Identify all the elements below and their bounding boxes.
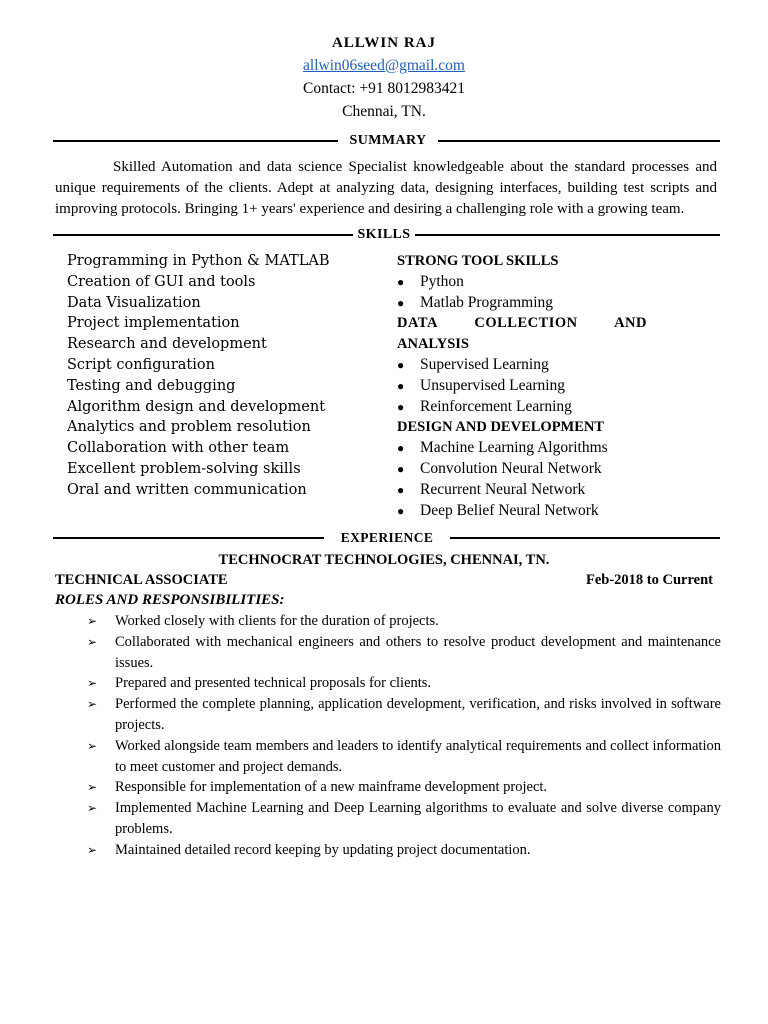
roles-heading: ROLES AND RESPONSIBILITIES: [55, 592, 285, 608]
resume-header [0, 32, 768, 123]
list-item: ➢ Worked alongside team members and leaders to identify analytical requirements and collect information to meet customer and project demands. [87, 737, 721, 775]
bullet-dot-icon: ● [397, 399, 405, 414]
arrow-bullet-icon: ➢ [87, 697, 98, 712]
experience-heading: EXPERIENCE [340, 530, 434, 545]
rule-left [53, 140, 338, 142]
skill-bullet: ● Unsupervised Learning [397, 376, 647, 397]
skill-item: Collaboration with other team [67, 440, 290, 457]
job-title-row [55, 570, 713, 590]
bullet-dot-icon: ● [397, 503, 405, 518]
arrow-bullet-icon: ➢ [87, 738, 98, 753]
list-item: ➢ Worked closely with clients for the duration of projects. [87, 611, 721, 632]
skill-item: Script configuration [67, 356, 215, 373]
summary-text: Skilled Automation and data science Specialist knowledgeable about the standard processes and unique requirements of the clients. Adept at analyzing data, designing interfaces, building test scripts and improving protocols. Bringing 1+ years' experience and desiring a challenging role with a growing team. [55, 159, 717, 217]
location: Chennai, TN. [342, 103, 426, 120]
skills-section-rule [53, 225, 720, 245]
rule-right [450, 537, 720, 539]
skill-bullet: ● Recurrent Neural Network [397, 480, 647, 501]
skill-item: Data Visualization [67, 294, 201, 311]
rule-left [53, 537, 324, 539]
skill-item: Analytics and problem resolution [67, 419, 311, 436]
skill-bullet: ● Machine Learning Algorithms [397, 438, 647, 459]
skill-bullet: ● Supervised Learning [397, 355, 647, 376]
skill-item: Programming in Python & MATLAB [67, 253, 330, 269]
skill-bullet: ● Convolution Neural Network [397, 459, 647, 480]
arrow-bullet-icon: ➢ [87, 801, 98, 816]
skill-bullet: ● Python [397, 272, 647, 293]
bullet-dot-icon: ● [397, 274, 405, 289]
rule-right [438, 140, 720, 142]
arrow-bullet-icon: ➢ [87, 780, 98, 795]
skill-bullet: ● Reinforcement Learning [397, 397, 647, 418]
company-name: TECHNOCRAT TECHNOLOGIES, CHENNAI, TN. [218, 552, 550, 568]
email-link[interactable]: allwin06seed@gmail.com [303, 57, 465, 74]
list-item: ➢ Implemented Machine Learning and Deep Learning algorithms to evaluate and solve diverse company problems. [87, 800, 721, 837]
skill-item: Excellent problem-solving skills [67, 460, 301, 477]
rule-left [53, 234, 353, 236]
arrow-bullet-icon: ➢ [87, 614, 98, 628]
skill-bullet: ● Deep Belief Neural Network [397, 501, 647, 522]
bullet-dot-icon: ● [397, 295, 405, 310]
technical-skills-list [397, 251, 647, 521]
general-skills-list [67, 251, 387, 501]
skill-item: Research and development [67, 336, 267, 353]
list-item: ➢ Prepared and presented technical proposals for clients. [87, 673, 721, 694]
skill-item: Oral and written communication [67, 481, 307, 498]
job-title: TECHNICAL ASSOCIATE [55, 572, 228, 588]
list-item: ➢ Collaborated with mechanical engineers and others to resolve product development and maintenance issues. [87, 633, 721, 671]
candidate-name: ALLWIN RAJ [331, 35, 437, 51]
arrow-bullet-icon: ➢ [87, 676, 98, 691]
contact-number: Contact: +91 8012983421 [302, 80, 465, 97]
skill-group-title-continued: ANALYSIS [397, 336, 469, 353]
skill-item: Testing and debugging [67, 377, 236, 394]
skill-item: Creation of GUI and tools [67, 273, 256, 290]
bullet-dot-icon: ● [397, 461, 405, 476]
list-item: ➢ Responsible for implementation of a new mainframe development project. [87, 777, 721, 798]
skills-heading: SKILLS [357, 227, 411, 242]
experience-section-rule [53, 528, 720, 548]
bullet-dot-icon: ● [397, 357, 405, 372]
responsibilities-list [87, 611, 721, 861]
bullet-dot-icon: ● [397, 378, 405, 393]
skill-group-title: DESIGN AND DEVELOPMENT [397, 419, 605, 436]
arrow-bullet-icon: ➢ [87, 634, 98, 649]
bullet-dot-icon: ● [397, 441, 405, 456]
arrow-bullet-icon: ➢ [87, 842, 98, 857]
list-item: ➢ Maintained detailed record keeping by updating project documentation. [87, 840, 721, 861]
summary-section-rule [53, 131, 720, 151]
summary-heading: SUMMARY [349, 133, 427, 148]
skill-item: Project implementation [67, 315, 240, 332]
skill-item: Algorithm design and development [67, 398, 326, 415]
job-period: Feb-2018 to Current [586, 572, 713, 588]
list-item: ➢ Performed the complete planning, application development, verification, and risks involved in software projects. [87, 696, 721, 733]
summary-paragraph [55, 157, 717, 220]
skill-group-title: STRONG TOOL SKILLS [397, 253, 559, 269]
rule-right [415, 234, 720, 236]
skill-group-title: DATA COLLECTION AND [397, 315, 647, 332]
bullet-dot-icon: ● [397, 482, 405, 497]
skill-bullet: ● Matlab Programming [397, 293, 647, 314]
